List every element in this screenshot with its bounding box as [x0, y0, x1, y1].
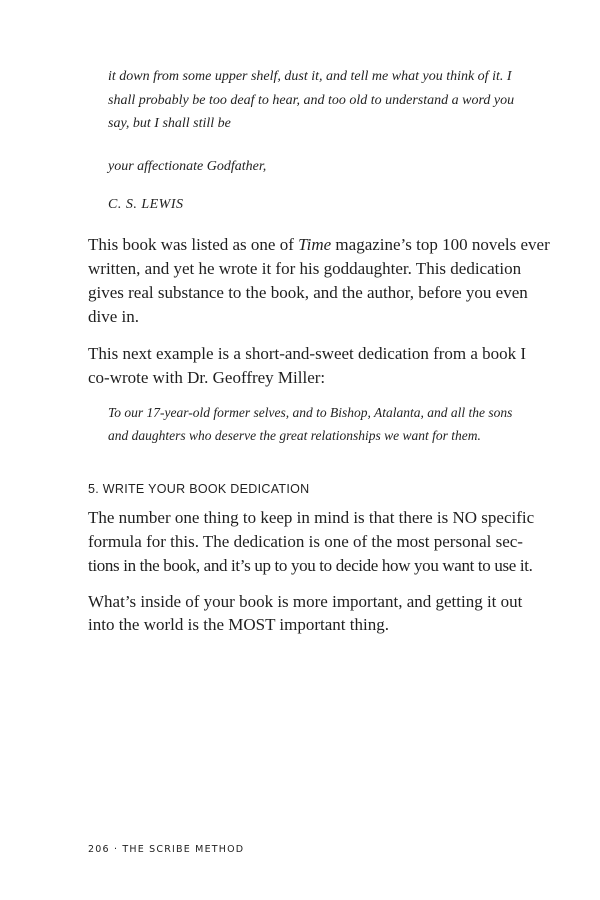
letter-signature: C. S. LEWIS [108, 197, 184, 212]
paragraph-line: This next example is a short-and-sweet dedication from a book I [88, 344, 527, 363]
section-heading: 5. WRITE YOUR BOOK DEDICATION [88, 482, 310, 496]
magazine-title: Time [298, 235, 332, 254]
paragraph-line: co-wrote with Dr. Geoffrey Miller: [88, 368, 326, 387]
letter-closing: your affectionate Godfather, [108, 159, 267, 174]
paragraph-line: formula for this. The dedication is one of the most personal sec- [88, 532, 523, 551]
letter-line: shall probably be too deaf to hear, and too old to understand a word you [108, 93, 515, 108]
paragraph-line: into the world is the MOST important thing. [88, 615, 389, 634]
page-footer: 206 · THE SCRIBE METHOD [88, 844, 245, 855]
dedication-line: and daughters who deserve the great relationships we want for them. [108, 428, 481, 443]
paragraph-line: The number one thing to keep in mind is that there is NO specific [88, 508, 535, 527]
letter-line: it down from some upper shelf, dust it, and tell me what you think of it. I [108, 69, 512, 84]
paragraph-line: What’s inside of your book is more important, and getting it out [88, 592, 523, 611]
paragraph-line: gives real substance to the book, and the author, before you even [88, 283, 528, 302]
dedication-line: To our 17-year-old former selves, and to Bishop, Atalanta, and all the sons [108, 405, 513, 420]
letter-line: say, but I shall still be [108, 116, 231, 131]
paragraph-line: tions in the book, and it’s up to you to decide how you want to use it. [88, 556, 533, 575]
paragraph-line: dive in. [88, 307, 139, 326]
paragraph-line: This book was listed as one of Time magazine’s top 100 novels ever [88, 235, 550, 254]
paragraph-line: written, and yet he wrote it for his goddaughter. This dedication [88, 259, 522, 278]
